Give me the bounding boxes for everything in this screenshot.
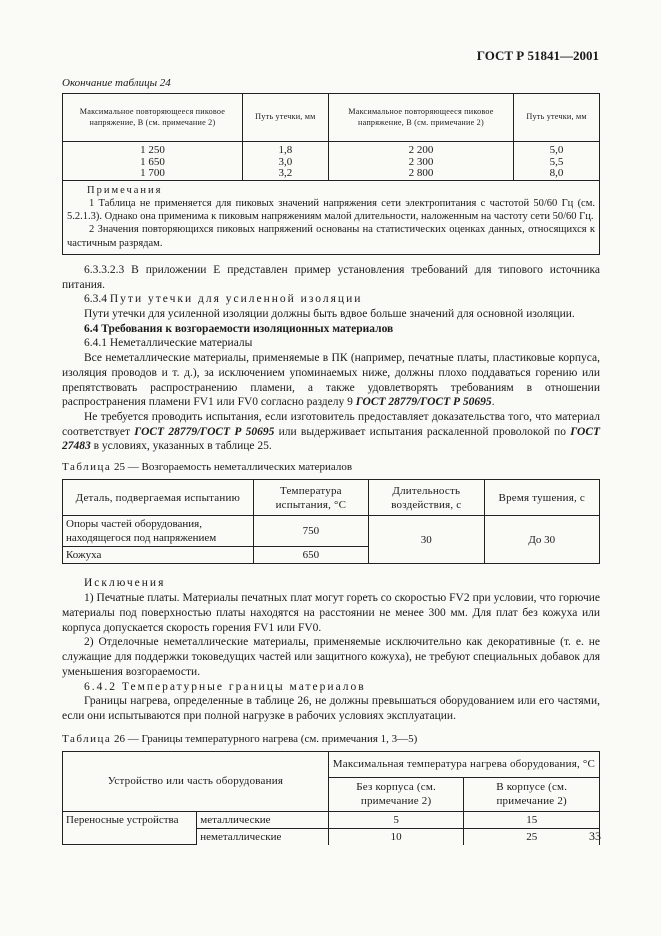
t25-header-temp: Температура испытания, °С	[253, 480, 368, 516]
heading-641: 6.4.1 Неметаллические материалы	[84, 337, 253, 350]
table-26	[62, 751, 600, 846]
heading-634-number: 6.3.4	[84, 293, 107, 306]
standard-reference: ГОСТ 28779/ГОСТ Р 50695	[134, 425, 275, 438]
exceptions-title: Исключения	[84, 577, 166, 590]
table25-caption	[62, 460, 600, 474]
table-cell: 5,0	[514, 142, 600, 157]
table-cell: 8,0	[514, 168, 600, 180]
t26-header-no-case: Без корпуса (см. примечание 2)	[328, 777, 464, 811]
table-cell: Кожуха	[63, 547, 254, 564]
notes-title: Примечания	[87, 184, 163, 196]
table-cell: 2 800	[328, 168, 513, 180]
t24-header-creepage-1: Путь утечки, мм	[242, 94, 328, 142]
table-25	[62, 479, 600, 564]
exception-2: 2) Отделочные неметаллические материалы, применяемые исключительно как декоративные (т. е. не служащие для поддержки токоведущих частей или защитного кожуха), не требуют специальных добавок для уменьшения возгораемости.	[62, 636, 600, 678]
paragraph-641b	[62, 410, 600, 454]
t24-header-creepage-2: Путь утечки, мм	[514, 94, 600, 142]
t26-header-case: В корпусе (см. примечание 2)	[464, 777, 600, 811]
table-cell: 5,5	[514, 157, 600, 169]
note-2: 2 Значения повторяющихся пиковых напряжений основаны на статистических оценках данных, относящихся к частичным разрядам.	[67, 224, 595, 249]
table-label: Таблица	[62, 732, 112, 745]
t25-header-extinguish: Время тушения, с	[484, 480, 599, 516]
table-cell: неметаллические	[197, 828, 329, 845]
body-text	[62, 263, 600, 454]
text-span: в условиях, указанных в таблице 25.	[93, 440, 272, 453]
text-span: Не требуется проводить испытания, если изготовитель предоставляет доказательства того, что материал соответствует	[62, 411, 600, 438]
t26-header-device: Устройство или часть оборудования	[63, 751, 329, 811]
table-cell: 750	[253, 516, 368, 547]
t25-header-part: Деталь, подвергаемая испытанию	[63, 480, 254, 516]
heading-64: 6.4 Требования к возгораемости изоляционных материалов	[84, 322, 394, 335]
t26-header-max: Максимальная температура нагрева оборудования, °С	[328, 751, 599, 777]
table24-caption: Окончание таблицы 24	[62, 77, 171, 89]
text-span: .	[491, 396, 495, 409]
t25-header-duration: Длительность воздействия, с	[369, 480, 484, 516]
page-content	[62, 76, 600, 845]
table-cell: 10	[328, 828, 464, 845]
table-cell: 15	[464, 811, 600, 828]
exceptions-section	[62, 576, 600, 723]
table-cell: 1,8	[242, 142, 328, 157]
t24-notes	[63, 180, 600, 254]
text-span: Все неметаллические материалы, применяемые в ПК (например, печатные платы, пластиковые корпуса, изоляция проводов и т. д.), за исключением упоминаемых ниже, должны плохо поддаваться горению или препятствовать распространению пламени, а также удовлетворять требованиям в отношении распространения пламени FV1 или FV0 согласно разделу 9	[62, 352, 600, 409]
heading-634-title: Пути утечки для усиленной изоляции	[109, 293, 363, 306]
paragraph-634: Пути утечки для усиленной изоляции должны быть вдвое больше значений для основной изоляции.	[84, 307, 575, 320]
table26-caption	[62, 732, 600, 746]
table25-title: 25 — Возгораемость неметаллических материалов	[114, 461, 353, 474]
table-cell: металлические	[197, 811, 329, 828]
paragraph-63323: 6.3.3.2.3 В приложении Е представлен пример установления требований для типового источника питания.	[62, 263, 600, 291]
page-number: 33	[589, 829, 601, 843]
table-cell: 5	[328, 811, 464, 828]
t26-group: Переносные устройства	[63, 811, 197, 845]
table-cell: 1 700	[63, 168, 243, 180]
t24-header-voltage-1: Максимальное повторяющееся пиковое напряжение, В (см. примечание 2)	[63, 94, 243, 142]
table-cell: 1 650	[63, 157, 243, 169]
table-cell: 25	[464, 828, 600, 845]
standard-header: ГОСТ Р 51841—2001	[476, 48, 599, 63]
table-cell: 2 300	[328, 157, 513, 169]
t24-header-voltage-2: Максимальное повторяющееся пиковое напряжение, В (см. примечание 2)	[328, 94, 513, 142]
text-span: или выдерживает испытания раскаленной проволокой по	[278, 425, 566, 438]
heading-642: 6.4.2 Температурные границы материалов	[84, 680, 366, 693]
table-cell: 3,2	[242, 168, 328, 180]
t25-duration: 30	[369, 516, 484, 564]
table26-title: 26 — Границы температурного нагрева (см. примечания 1, 3—5)	[114, 732, 418, 745]
paragraph-642: Границы нагрева, определенные в таблице 26, не должны превышаться оборудованием или его частями, если они испытываются при полной нагрузке в рабочих условиях эксплуатации.	[62, 695, 600, 722]
standard-reference: ГОСТ 28779/ГОСТ Р 50695	[355, 396, 492, 409]
t25-extinguish: До 30	[484, 516, 599, 564]
table-cell: Опоры частей оборудования, находящегося под напряжением	[63, 516, 254, 547]
note-1: 1 Таблица не применяется для пиковых значений напряжения сети электропитания с частотой 50/60 Гц (см. 5.2.1.3). Однако она применима к пиковым напряжениям малой длительности, наложенным на частоту сети 50/60 Гц.	[67, 197, 595, 223]
table-24	[62, 93, 600, 255]
table-cell: 2 200	[328, 142, 513, 157]
paragraph-641a	[62, 351, 600, 410]
table-label: Таблица	[62, 461, 112, 474]
standard-reference: ГОСТ 27483	[62, 425, 601, 453]
exception-1: 1) Печатные платы. Материалы печатных плат могут гореть со скоростью FV2 при условии, что горючие материалы под поверхностью платы находятся на расстоянии не менее 300 мм. Для плат без кожуха или корпуса допускается скорость горения FV1 или FV0.	[62, 592, 600, 634]
heading-634	[62, 292, 600, 307]
table-cell: 3,0	[242, 157, 328, 169]
table-cell: 650	[253, 547, 368, 564]
table-cell: 1 250	[63, 142, 243, 157]
